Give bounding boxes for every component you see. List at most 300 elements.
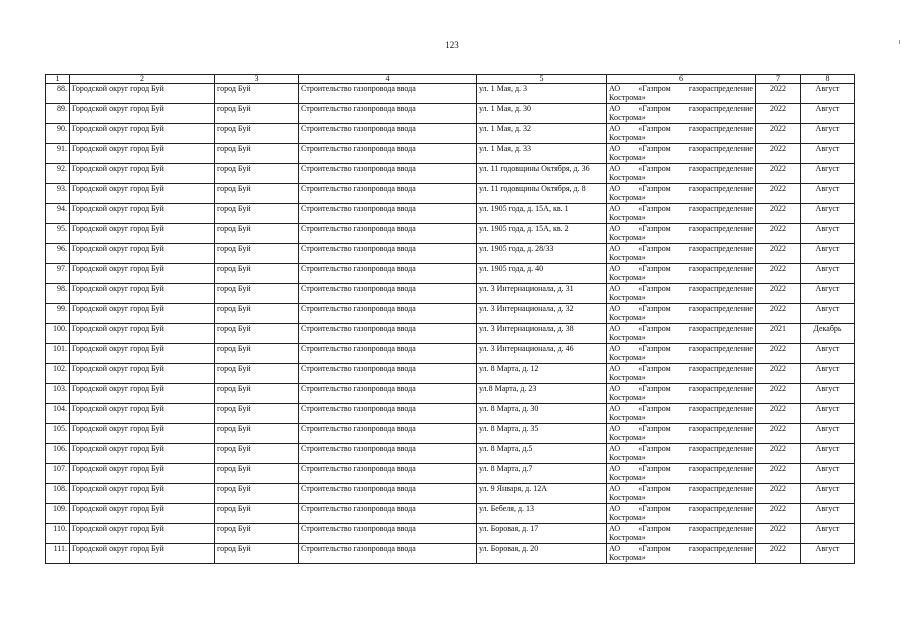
month-cell: Август — [801, 244, 855, 264]
district-cell: Городской округ город Буй — [70, 164, 215, 184]
city-cell: город Буй — [215, 464, 299, 484]
organization-cell — [607, 464, 756, 484]
city-cell: город Буй — [215, 84, 299, 104]
org-word: «Газпром — [638, 244, 671, 253]
org-word: газораспределение — [688, 444, 753, 453]
org-word: газораспределение — [688, 184, 753, 193]
table-body — [46, 84, 855, 564]
year-cell: 2022 — [756, 104, 801, 124]
org-line-2: Кострома» — [609, 393, 646, 402]
scan-mark — [899, 40, 900, 44]
district-cell: Городской округ город Буй — [70, 524, 215, 544]
column-header: 1 — [46, 75, 70, 84]
org-word: газораспределение — [688, 524, 753, 533]
table-row — [46, 484, 855, 504]
year-cell: 2022 — [756, 304, 801, 324]
org-word: АО — [609, 164, 621, 173]
city-cell: город Буй — [215, 184, 299, 204]
organization-cell — [607, 344, 756, 364]
column-header: 6 — [607, 75, 756, 84]
org-line-2: Кострома» — [609, 193, 646, 202]
month-cell: Август — [801, 404, 855, 424]
work-type-cell: Строительство газопровода ввода — [299, 424, 477, 444]
row-number: 110. — [46, 524, 70, 544]
org-word: «Газпром — [638, 84, 671, 93]
year-cell: 2022 — [756, 484, 801, 504]
address-cell: ул. 1905 года, д. 28/33 — [477, 244, 607, 264]
work-type-cell: Строительство газопровода ввода — [299, 364, 477, 384]
work-type-cell: Строительство газопровода ввода — [299, 484, 477, 504]
row-number: 105. — [46, 424, 70, 444]
org-word: «Газпром — [638, 104, 671, 113]
organization-cell — [607, 204, 756, 224]
row-number: 100. — [46, 324, 70, 344]
table-row — [46, 304, 855, 324]
table-row — [46, 424, 855, 444]
work-type-cell: Строительство газопровода ввода — [299, 464, 477, 484]
district-cell: Городской округ город Буй — [70, 184, 215, 204]
address-cell: ул. Боровая, д. 17 — [477, 524, 607, 544]
organization-cell — [607, 524, 756, 544]
month-cell: Август — [801, 304, 855, 324]
column-header: 5 — [477, 75, 607, 84]
month-cell: Август — [801, 464, 855, 484]
row-number: 97. — [46, 264, 70, 284]
table-row — [46, 324, 855, 344]
org-word: «Газпром — [638, 124, 671, 133]
work-type-cell: Строительство газопровода ввода — [299, 384, 477, 404]
row-number: 108. — [46, 484, 70, 504]
org-word: АО — [609, 144, 621, 153]
city-cell: город Буй — [215, 264, 299, 284]
city-cell: город Буй — [215, 204, 299, 224]
work-type-cell: Строительство газопровода ввода — [299, 204, 477, 224]
district-cell: Городской округ город Буй — [70, 104, 215, 124]
address-cell: ул. 3 Интернационала, д. 38 — [477, 324, 607, 344]
table-row — [46, 204, 855, 224]
work-type-cell: Строительство газопровода ввода — [299, 104, 477, 124]
header-row — [46, 75, 855, 84]
table-row — [46, 384, 855, 404]
org-word: АО — [609, 444, 621, 453]
district-cell: Городской округ город Буй — [70, 444, 215, 464]
district-cell: Городской округ город Буй — [70, 244, 215, 264]
org-line-2: Кострома» — [609, 173, 646, 182]
year-cell: 2022 — [756, 144, 801, 164]
work-type-cell: Строительство газопровода ввода — [299, 504, 477, 524]
month-cell: Август — [801, 144, 855, 164]
district-cell: Городской округ город Буй — [70, 124, 215, 144]
table-row — [46, 264, 855, 284]
month-cell: Август — [801, 504, 855, 524]
address-cell: ул. 3 Интернационала, д. 32 — [477, 304, 607, 324]
row-number: 106. — [46, 444, 70, 464]
work-type-cell: Строительство газопровода ввода — [299, 304, 477, 324]
address-cell: ул. 8 Марта, д.5 — [477, 444, 607, 464]
organization-cell — [607, 504, 756, 524]
org-word: газораспределение — [688, 304, 753, 313]
year-cell: 2022 — [756, 404, 801, 424]
address-cell: ул. 8 Марта, д. 35 — [477, 424, 607, 444]
organization-cell — [607, 284, 756, 304]
org-word: газораспределение — [688, 164, 753, 173]
address-cell: ул. 11 годовщины Октября, д. 36 — [477, 164, 607, 184]
address-cell: ул. 1905 года, д. 40 — [477, 264, 607, 284]
table-row — [46, 524, 855, 544]
year-cell: 2022 — [756, 464, 801, 484]
city-cell: город Буй — [215, 444, 299, 464]
district-cell: Городской округ город Буй — [70, 284, 215, 304]
org-word: «Газпром — [638, 504, 671, 513]
city-cell: город Буй — [215, 404, 299, 424]
city-cell: город Буй — [215, 424, 299, 444]
work-type-cell: Строительство газопровода ввода — [299, 124, 477, 144]
organization-cell — [607, 444, 756, 464]
org-word: «Газпром — [638, 224, 671, 233]
year-cell: 2022 — [756, 424, 801, 444]
org-word: газораспределение — [688, 464, 753, 473]
org-word: газораспределение — [688, 424, 753, 433]
row-number: 107. — [46, 464, 70, 484]
column-header: 7 — [756, 75, 801, 84]
org-line-2: Кострома» — [609, 373, 646, 382]
district-cell: Городской округ город Буй — [70, 224, 215, 244]
row-number: 98. — [46, 284, 70, 304]
organization-cell — [607, 124, 756, 144]
row-number: 88. — [46, 84, 70, 104]
org-word: «Газпром — [638, 524, 671, 533]
org-word: газораспределение — [688, 344, 753, 353]
table-row — [46, 444, 855, 464]
district-cell: Городской округ город Буй — [70, 424, 215, 444]
district-cell: Городской округ город Буй — [70, 404, 215, 424]
row-number: 91. — [46, 144, 70, 164]
city-cell: город Буй — [215, 224, 299, 244]
month-cell: Август — [801, 364, 855, 384]
year-cell: 2022 — [756, 184, 801, 204]
city-cell: город Буй — [215, 384, 299, 404]
month-cell: Август — [801, 84, 855, 104]
district-cell: Городской округ город Буй — [70, 304, 215, 324]
org-line-2: Кострома» — [609, 313, 646, 322]
district-cell: Городской округ город Буй — [70, 204, 215, 224]
org-word: «Газпром — [638, 324, 671, 333]
table-row — [46, 544, 855, 564]
org-word: АО — [609, 364, 621, 373]
row-number: 102. — [46, 364, 70, 384]
month-cell: Август — [801, 544, 855, 564]
org-word: газораспределение — [688, 224, 753, 233]
row-number: 95. — [46, 224, 70, 244]
district-cell: Городской округ город Буй — [70, 464, 215, 484]
org-line-2: Кострома» — [609, 273, 646, 282]
city-cell: город Буй — [215, 484, 299, 504]
month-cell: Август — [801, 384, 855, 404]
org-word: АО — [609, 304, 621, 313]
org-word: газораспределение — [688, 144, 753, 153]
month-cell: Август — [801, 484, 855, 504]
city-cell: город Буй — [215, 164, 299, 184]
organization-cell — [607, 244, 756, 264]
row-number: 111. — [46, 544, 70, 564]
work-type-cell: Строительство газопровода ввода — [299, 144, 477, 164]
month-cell: Август — [801, 124, 855, 144]
org-word: АО — [609, 244, 621, 253]
district-cell: Городской округ город Буй — [70, 84, 215, 104]
table-row — [46, 124, 855, 144]
address-cell: ул. 8 Марта, д.7 — [477, 464, 607, 484]
district-cell: Городской округ город Буй — [70, 504, 215, 524]
year-cell: 2022 — [756, 364, 801, 384]
month-cell: Август — [801, 184, 855, 204]
work-type-cell: Строительство газопровода ввода — [299, 444, 477, 464]
city-cell: город Буй — [215, 544, 299, 564]
table-row — [46, 464, 855, 484]
city-cell: город Буй — [215, 524, 299, 544]
month-cell: Август — [801, 424, 855, 444]
org-word: АО — [609, 484, 621, 493]
org-word: газораспределение — [688, 284, 753, 293]
org-word: «Газпром — [638, 444, 671, 453]
address-cell: ул. 8 Марта, д. 30 — [477, 404, 607, 424]
org-word: АО — [609, 264, 621, 273]
address-cell: ул. Бебеля, д. 13 — [477, 504, 607, 524]
work-type-cell: Строительство газопровода ввода — [299, 404, 477, 424]
address-cell: ул. 8 Марта, д. 12 — [477, 364, 607, 384]
org-line-2: Кострома» — [609, 413, 646, 422]
column-header: 2 — [70, 75, 215, 84]
org-line-2: Кострома» — [609, 333, 646, 342]
row-number: 104. — [46, 404, 70, 424]
year-cell: 2022 — [756, 344, 801, 364]
org-line-2: Кострома» — [609, 213, 646, 222]
address-cell: ул. 9 Января, д. 12А — [477, 484, 607, 504]
org-word: газораспределение — [688, 204, 753, 213]
org-line-2: Кострома» — [609, 433, 646, 442]
year-cell: 2022 — [756, 84, 801, 104]
address-cell: ул. 11 годовщины Октября, д. 8 — [477, 184, 607, 204]
org-word: «Газпром — [638, 464, 671, 473]
year-cell: 2022 — [756, 244, 801, 264]
org-word: АО — [609, 84, 621, 93]
org-word: газораспределение — [688, 124, 753, 133]
organization-cell — [607, 544, 756, 564]
city-cell: город Буй — [215, 344, 299, 364]
table-row — [46, 184, 855, 204]
address-cell: ул. 1905 года, д. 15А, кв. 1 — [477, 204, 607, 224]
org-word: АО — [609, 344, 621, 353]
month-cell: Август — [801, 524, 855, 544]
work-type-cell: Строительство газопровода ввода — [299, 544, 477, 564]
row-number: 93. — [46, 184, 70, 204]
org-line-2: Кострома» — [609, 233, 646, 242]
org-word: «Газпром — [638, 384, 671, 393]
org-line-2: Кострома» — [609, 113, 646, 122]
org-word: газораспределение — [688, 104, 753, 113]
org-word: «Газпром — [638, 544, 671, 553]
table-row — [46, 244, 855, 264]
table-row — [46, 224, 855, 244]
org-word: газораспределение — [688, 244, 753, 253]
org-word: газораспределение — [688, 484, 753, 493]
month-cell: Август — [801, 164, 855, 184]
organization-cell — [607, 84, 756, 104]
column-header: 8 — [801, 75, 855, 84]
year-cell: 2022 — [756, 264, 801, 284]
row-number: 109. — [46, 504, 70, 524]
city-cell: город Буй — [215, 124, 299, 144]
org-word: АО — [609, 224, 621, 233]
org-word: «Газпром — [638, 424, 671, 433]
organization-cell — [607, 304, 756, 324]
month-cell: Август — [801, 264, 855, 284]
year-cell: 2022 — [756, 224, 801, 244]
city-cell: город Буй — [215, 504, 299, 524]
city-cell: город Буй — [215, 144, 299, 164]
table-row — [46, 284, 855, 304]
work-type-cell: Строительство газопровода ввода — [299, 524, 477, 544]
city-cell: город Буй — [215, 324, 299, 344]
org-word: «Газпром — [638, 484, 671, 493]
year-cell: 2022 — [756, 124, 801, 144]
table-row — [46, 504, 855, 524]
district-cell: Городской округ город Буй — [70, 364, 215, 384]
work-type-cell: Строительство газопровода ввода — [299, 284, 477, 304]
org-word: АО — [609, 424, 621, 433]
city-cell: город Буй — [215, 244, 299, 264]
district-cell: Городской округ город Буй — [70, 484, 215, 504]
month-cell: Декабрь — [801, 324, 855, 344]
organization-cell — [607, 384, 756, 404]
row-number: 101. — [46, 344, 70, 364]
table-row — [46, 164, 855, 184]
page-number: 123 — [445, 40, 459, 50]
month-cell: Август — [801, 284, 855, 304]
organization-cell — [607, 364, 756, 384]
org-word: АО — [609, 184, 621, 193]
row-number: 99. — [46, 304, 70, 324]
address-cell: ул. 1 Мая, д. 33 — [477, 144, 607, 164]
city-cell: город Буй — [215, 304, 299, 324]
org-line-2: Кострома» — [609, 513, 646, 522]
year-cell: 2022 — [756, 524, 801, 544]
org-word: АО — [609, 404, 621, 413]
year-cell: 2022 — [756, 384, 801, 404]
year-cell: 2022 — [756, 504, 801, 524]
row-number: 92. — [46, 164, 70, 184]
gasification-table — [45, 74, 855, 564]
org-line-2: Кострома» — [609, 293, 646, 302]
org-word: «Газпром — [638, 344, 671, 353]
work-type-cell: Строительство газопровода ввода — [299, 164, 477, 184]
org-line-2: Кострома» — [609, 553, 646, 562]
row-number: 90. — [46, 124, 70, 144]
city-cell: город Буй — [215, 364, 299, 384]
org-line-2: Кострома» — [609, 533, 646, 542]
org-word: АО — [609, 464, 621, 473]
year-cell: 2022 — [756, 164, 801, 184]
city-cell: город Буй — [215, 104, 299, 124]
district-cell: Городской округ город Буй — [70, 544, 215, 564]
month-cell: Август — [801, 104, 855, 124]
address-cell: ул. 1 Мая, д. 32 — [477, 124, 607, 144]
org-word: АО — [609, 324, 621, 333]
year-cell: 2021 — [756, 324, 801, 344]
org-line-2: Кострома» — [609, 453, 646, 462]
organization-cell — [607, 144, 756, 164]
row-number: 96. — [46, 244, 70, 264]
district-cell: Городской округ город Буй — [70, 344, 215, 364]
column-header: 4 — [299, 75, 477, 84]
table-row — [46, 344, 855, 364]
org-line-2: Кострома» — [609, 133, 646, 142]
address-cell: ул. 1 Мая, д. 30 — [477, 104, 607, 124]
org-word: «Газпром — [638, 204, 671, 213]
organization-cell — [607, 484, 756, 504]
organization-cell — [607, 104, 756, 124]
year-cell: 2022 — [756, 204, 801, 224]
org-line-2: Кострома» — [609, 493, 646, 502]
organization-cell — [607, 184, 756, 204]
organization-cell — [607, 224, 756, 244]
org-word: газораспределение — [688, 324, 753, 333]
org-line-2: Кострома» — [609, 253, 646, 262]
organization-cell — [607, 164, 756, 184]
district-cell: Городской округ город Буй — [70, 324, 215, 344]
organization-cell — [607, 324, 756, 344]
table-row — [46, 144, 855, 164]
org-word: газораспределение — [688, 404, 753, 413]
org-word: АО — [609, 124, 621, 133]
organization-cell — [607, 264, 756, 284]
org-word: «Газпром — [638, 404, 671, 413]
month-cell: Август — [801, 344, 855, 364]
org-word: АО — [609, 204, 621, 213]
month-cell: Август — [801, 224, 855, 244]
address-cell: ул. 3 Интернационала, д. 46 — [477, 344, 607, 364]
row-number: 94. — [46, 204, 70, 224]
org-word: газораспределение — [688, 84, 753, 93]
district-cell: Городской округ город Буй — [70, 144, 215, 164]
org-line-2: Кострома» — [609, 93, 646, 102]
month-cell: Август — [801, 444, 855, 464]
org-word: газораспределение — [688, 364, 753, 373]
work-type-cell: Строительство газопровода ввода — [299, 84, 477, 104]
address-cell: ул. 3 Интернационала, д. 31 — [477, 284, 607, 304]
org-word: АО — [609, 284, 621, 293]
org-word: АО — [609, 104, 621, 113]
year-cell: 2022 — [756, 544, 801, 564]
org-word: АО — [609, 384, 621, 393]
work-type-cell: Строительство газопровода ввода — [299, 224, 477, 244]
org-word: «Газпром — [638, 304, 671, 313]
address-cell: ул. 1 Мая, д. 3 — [477, 84, 607, 104]
city-cell: город Буй — [215, 284, 299, 304]
org-word: «Газпром — [638, 264, 671, 273]
org-word: АО — [609, 524, 621, 533]
work-type-cell: Строительство газопровода ввода — [299, 324, 477, 344]
org-line-2: Кострома» — [609, 153, 646, 162]
district-cell: Городской округ город Буй — [70, 264, 215, 284]
organization-cell — [607, 404, 756, 424]
org-word: газораспределение — [688, 544, 753, 553]
org-word: АО — [609, 544, 621, 553]
district-cell: Городской округ город Буй — [70, 384, 215, 404]
org-word: «Газпром — [638, 184, 671, 193]
address-cell: ул. Боровая, д. 20 — [477, 544, 607, 564]
column-header: 3 — [215, 75, 299, 84]
org-word: «Газпром — [638, 164, 671, 173]
